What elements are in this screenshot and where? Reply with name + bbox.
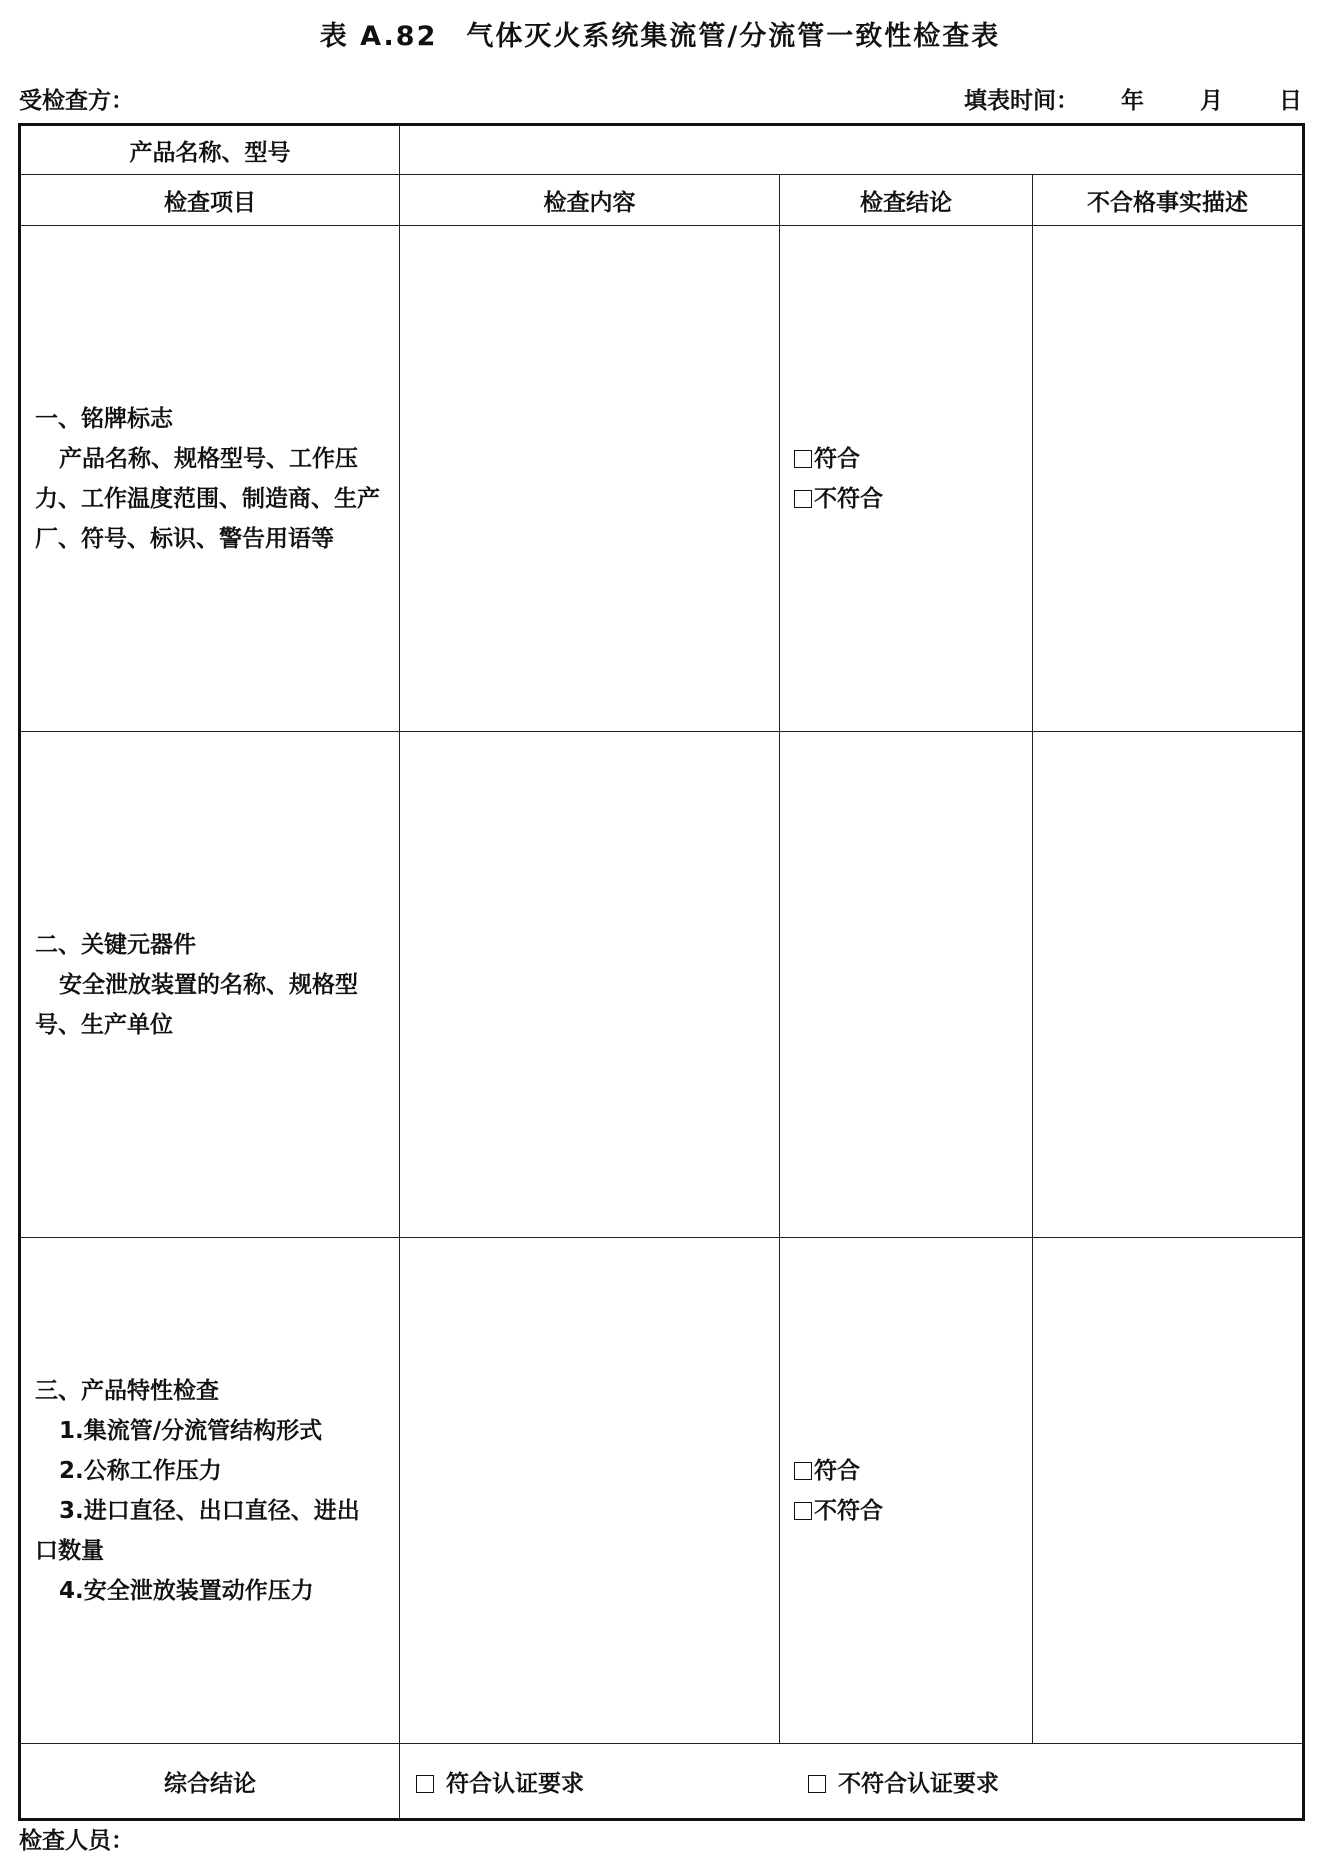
product-name-label: 产品名称、型号 xyxy=(20,125,400,175)
nonconform-label: 不符合 xyxy=(814,485,883,512)
item-line: 号、生产单位 xyxy=(35,1011,173,1038)
conclusion-cell xyxy=(780,1238,1033,1744)
month-label: 月 xyxy=(1200,88,1223,114)
item-line: 一、铭牌标志 xyxy=(35,405,173,432)
nonconformity-description-cell[interactable] xyxy=(1033,1238,1304,1744)
overall-conclusion-label: 综合结论 xyxy=(20,1744,400,1820)
conform-label: 符合 xyxy=(814,1457,860,1484)
day-label: 日 xyxy=(1279,88,1302,114)
conclusion-cell[interactable] xyxy=(780,732,1033,1238)
meets-requirements-label: 符合认证要求 xyxy=(446,1770,584,1797)
checkbox[interactable] xyxy=(794,1502,812,1520)
overall-conclusion-options xyxy=(400,1744,1304,1820)
item-line: 4.安全泄放装置动作压力 xyxy=(59,1577,314,1604)
inspection-content-cell[interactable] xyxy=(400,732,780,1238)
item-line: 厂、符号、标识、警告用语等 xyxy=(35,525,334,552)
item-line: 二、关键元器件 xyxy=(35,931,196,958)
inspection-content-cell[interactable] xyxy=(400,226,780,732)
inspection-item xyxy=(20,1238,400,1744)
column-header-item: 检查项目 xyxy=(20,175,400,226)
checkbox[interactable] xyxy=(794,450,812,468)
fill-time xyxy=(964,82,1302,115)
item-line: 口数量 xyxy=(35,1537,104,1564)
item-line: 安全泄放装置的名称、规格型 xyxy=(59,971,358,998)
year-label: 年 xyxy=(1121,88,1144,114)
column-header-content: 检查内容 xyxy=(400,175,780,226)
table-row xyxy=(20,732,1304,1238)
inspector-label: 检查人员： xyxy=(19,1828,134,1854)
page-title: 表 A.82 气体灭火系统集流管/分流管一致性检查表 xyxy=(319,21,1001,52)
item-line: 产品名称、规格型号、工作压 xyxy=(59,445,358,472)
conform-label: 符合 xyxy=(814,445,860,472)
column-header-conclusion: 检查结论 xyxy=(780,175,1033,226)
fill-time-label: 填表时间： xyxy=(964,88,1079,114)
conform-option[interactable] xyxy=(794,1451,1032,1491)
column-header-nonconformity: 不合格事实描述 xyxy=(1033,175,1304,226)
checkbox[interactable] xyxy=(794,490,812,508)
item-line: 3.进口直径、出口直径、进出 xyxy=(59,1497,360,1524)
inspection-item xyxy=(20,226,400,732)
product-name-field[interactable] xyxy=(400,125,1304,175)
item-line: 1.集流管/分流管结构形式 xyxy=(59,1417,323,1444)
nonconform-label: 不符合 xyxy=(814,1497,883,1524)
table-row xyxy=(20,1238,1304,1744)
inspected-party-label: 受检查方： xyxy=(19,88,134,114)
item-line: 力、工作温度范围、制造商、生产 xyxy=(35,485,380,512)
inspection-table xyxy=(18,123,1305,1821)
meets-requirements-option[interactable] xyxy=(416,1765,584,1798)
item-line: 2.公称工作压力 xyxy=(59,1457,222,1484)
not-meets-requirements-label: 不符合认证要求 xyxy=(838,1770,1000,1797)
conclusion-cell xyxy=(780,226,1033,732)
checkbox[interactable] xyxy=(794,1462,812,1480)
conform-option[interactable] xyxy=(794,439,1032,479)
inspection-content-cell[interactable] xyxy=(400,1238,780,1744)
inspection-item xyxy=(20,732,400,1238)
not-meets-requirements-option[interactable] xyxy=(808,1765,999,1798)
nonconform-option[interactable] xyxy=(794,479,1032,519)
nonconformity-description-cell[interactable] xyxy=(1033,226,1304,732)
nonconform-option[interactable] xyxy=(794,1491,1032,1531)
item-line: 三、产品特性检查 xyxy=(35,1377,219,1404)
table-row xyxy=(20,226,1304,732)
nonconformity-description-cell[interactable] xyxy=(1033,732,1304,1238)
checkbox[interactable] xyxy=(808,1775,826,1793)
overall-conclusion-row xyxy=(20,1744,1304,1820)
checkbox[interactable] xyxy=(416,1775,434,1793)
